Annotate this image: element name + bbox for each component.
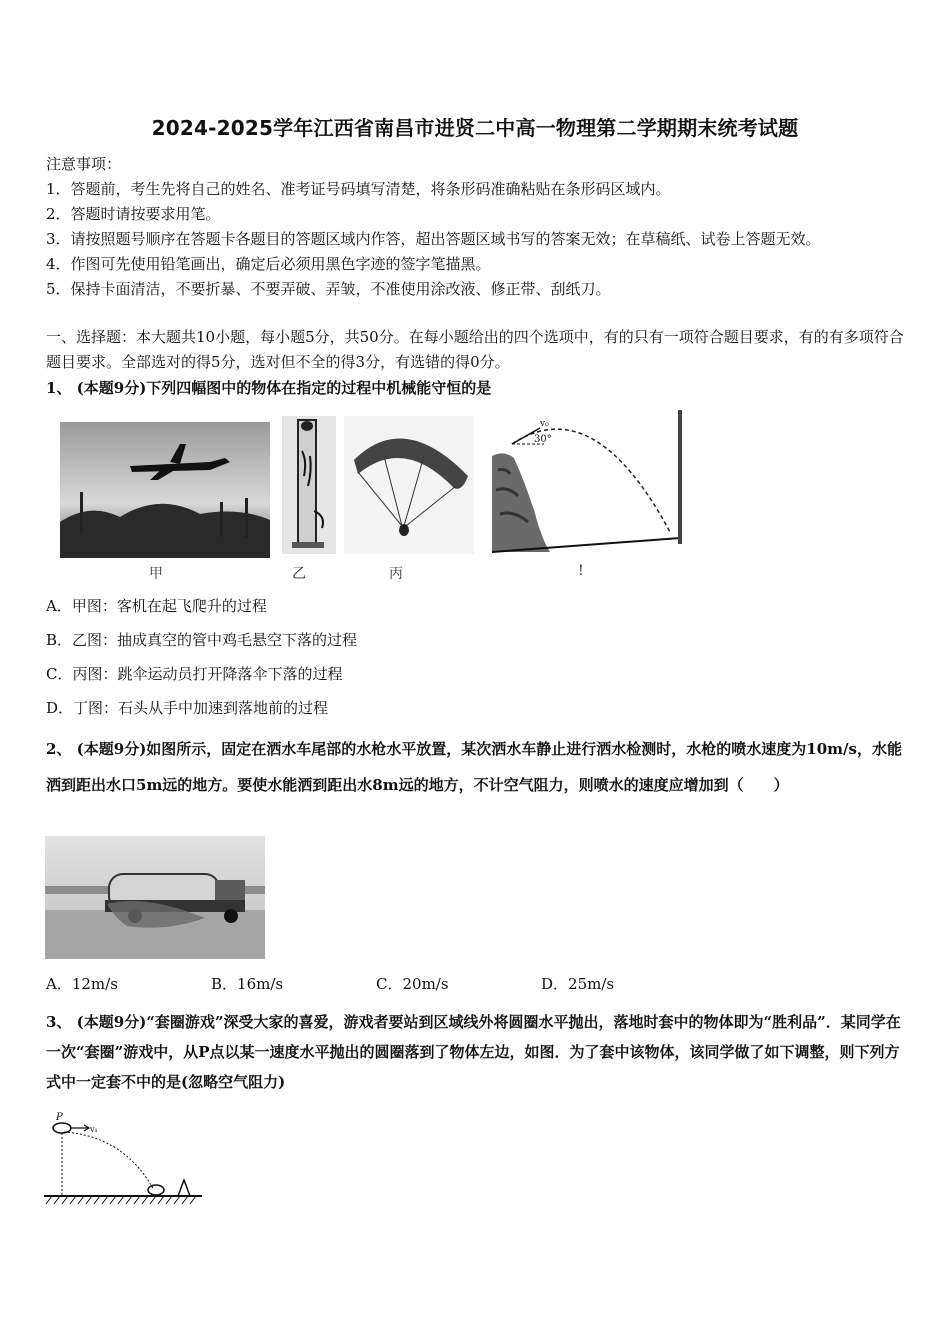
q2-option-a: A．12m/s: [46, 975, 118, 993]
question-3-stem: 3、 (本题9分)“套圈游戏”深受大家的喜爱，游戏者要站到区域线外将圆圈水平抛出，落地时套中的物体即为“胜利品”．某同学在一次“套圈”游戏中，从P点以某一速度水平抛出的圆圈落到了物体左边，如图．为了套中该物体，该同学做了如下调整，则下列方式中一定套不中的是(忽略空气阻力): [46, 1013, 901, 1091]
figure-label-bing: 丙: [389, 566, 403, 582]
velocity-v1-label: v₁: [90, 1125, 98, 1134]
figure-label-jia: 甲: [149, 566, 163, 582]
figure-jia-airplane: [60, 422, 270, 558]
figure-ring-toss: [44, 1110, 204, 1205]
notice-item: 1．答题前，考生先将自己的姓名、准考证号码填写清楚，将条形码准确粘贴在条形码区域内。: [46, 180, 671, 198]
q2-option-c: C．20m/s: [376, 975, 449, 993]
figure-sprinkler-truck: [45, 836, 265, 959]
figure-yi-vacuum-tube: [282, 416, 336, 554]
figure-label-ding: !: [578, 563, 584, 579]
point-p-label: P: [56, 1112, 63, 1123]
q2-option-d: D．25m/s: [541, 975, 615, 993]
angle-label: 30°: [534, 434, 552, 445]
q1-option-a: A．甲图：客机在起飞爬升的过程: [46, 597, 267, 615]
question-1-stem: 1、 (本题9分)下列四幅图中的物体在指定的过程中机械能守恒的是: [46, 379, 492, 397]
section-intro: 一、选择题：本大题共10小题，每小题5分，共50分。在每小题给出的四个选项中，有的只有一项符合题目要求，有的有多项符合题目要求。全部选对的得5分，选对但不全的得3分，有选错的得0分。: [46, 328, 904, 371]
figure-ding-projectile: [484, 410, 682, 556]
notice-item: 4．作图可先使用铅笔画出，确定后必须用黑色字迹的签字笔描黑。: [46, 255, 491, 273]
notice-heading: 注意事项：: [46, 155, 122, 173]
figure-label-yi: 乙: [292, 566, 306, 582]
notice-item: 5．保持卡面清洁，不要折暴、不要弄破、弄皱，不准使用涂改液、修正带、刮纸刀。: [46, 280, 611, 298]
page-title: 2024-2025学年江西省南昌市进贤二中高一物理第二学期期末统考试题: [151, 116, 799, 140]
figure-bing-parachute: [344, 416, 474, 554]
q1-option-d: D．丁图：石头从手中加速到落地前的过程: [46, 699, 329, 717]
velocity-label: v₀: [540, 419, 549, 429]
q1-option-b: B．乙图：抽成真空的管中鸡毛悬空下落的过程: [46, 631, 358, 649]
question-2-stem: 2、 (本题9分)如图所示，固定在洒水车尾部的水枪水平放置，某次洒水车静止进行洒水检测时，水枪的喷水速度为10m/s，水能洒到距出水口5m远的地方。要使水能洒到距出水8m远的地方，不计空气阻力，则喷水的速度应增加到（ ）: [46, 740, 902, 794]
notice-item: 2．答题时请按要求用笔。: [46, 205, 221, 223]
notice-item: 3．请按照题号顺序在答题卡各题目的答题区域内作答，超出答题区域书写的答案无效；在草稿纸、试卷上答题无效。: [46, 230, 821, 248]
q2-option-b: B．16m/s: [211, 975, 284, 993]
q1-option-c: C．丙图：跳伞运动员打开降落伞下落的过程: [46, 665, 343, 683]
